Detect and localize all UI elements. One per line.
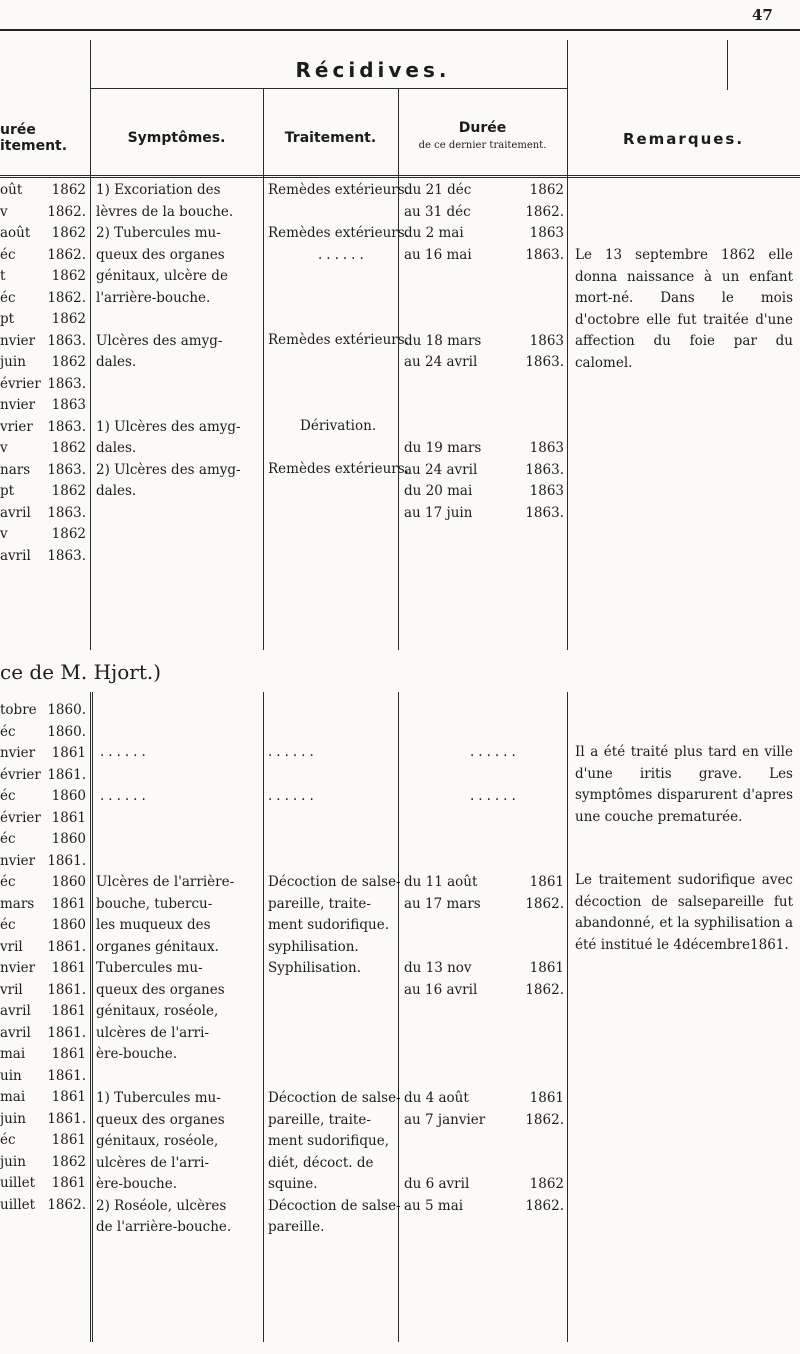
s2-date-row-label: vril [0,938,23,955]
treatment-2: Remèdes extérieurs. [268,225,409,241]
date-row-label: évrier [0,375,41,392]
s2-col-rule-1 [90,692,91,1342]
treatment-5: Dérivation. [300,418,377,434]
date-row-value: 1862 [51,311,86,327]
s2-date-row-value: 1860 [51,788,86,804]
s2-date-row [0,851,86,873]
s2-col-rule-2 [263,692,264,1342]
s2-date-row-label: éc [0,1132,16,1148]
section-title: ce de M. Hjort.) [0,660,162,684]
s2-date-row [0,1195,86,1217]
date-row-value: 1862 [51,182,86,198]
s2-duration-start: du 6 avril [404,1176,470,1192]
duration-year: 1862 [529,182,564,198]
s2-date-row [0,1023,86,1045]
duration-row [404,503,564,525]
date-row [0,352,86,374]
s2-symptom-line: ère-bouche. [96,1046,177,1062]
date-row [0,202,86,224]
s2-date-row-value: 1861 [51,895,86,912]
s2-treatment-line: ment sudorifique. [268,917,389,933]
s2-duration-row [404,1088,564,1110]
date-row-value: 1862. [47,246,86,263]
s2-treatment-line: Syphilisation. [268,960,361,976]
top-rule [0,29,800,31]
s2-duration-start: au 7 janvier [404,1111,486,1128]
header-symptoms: Symptômes. [127,130,226,146]
symptom-line: 1) Excoriation des [96,182,221,198]
date-row-value: 1862. [47,289,86,306]
duration-row [404,481,564,503]
s2-treatment-line: syphilisation. [268,938,359,955]
col-rule-3 [398,88,399,650]
s2-duration-row-label: au 17 mars [404,895,481,912]
s2-treatment-line: ment sudorifique, [268,1133,389,1149]
s2-date-row [0,1044,86,1066]
duration-start: au 24 avril [404,461,478,478]
s2-symptom-line: les muqueux des [96,917,211,933]
date-row-label: nvier [0,397,36,413]
date-row [0,266,86,288]
s2-date-row-value: 1861 [51,1003,86,1019]
duration-start: du 21 déc [404,182,472,198]
spacer [404,266,564,331]
symptom-line: 2) Ulcères des amyg- [96,461,241,478]
s2-symptom-line: queux des organes [96,981,225,998]
s2-date-row-label: juin [0,1110,26,1127]
s2-symptom-line: queux des organes [96,1111,225,1128]
symptom-line: Ulcères des amyg- [96,332,223,349]
s2-date-row [0,1152,86,1174]
date-row [0,503,86,525]
s2-date-row [0,872,86,894]
s2-date-row-value: 1862 [51,1153,86,1170]
s2-col-rule-3 [398,692,399,1342]
s2-date-row-label: mars [0,895,35,912]
duration-start: du 18 mars [404,332,482,349]
s2-date-row-value: 1861. [47,852,86,869]
duration-year: 1863 [529,225,564,241]
symptom-line: dales. [96,440,137,456]
date-row-label: nvier [0,332,36,349]
duration-year: 1862. [525,203,564,220]
s2-duration-c [404,1088,564,1217]
s2-treatment-line: Décoction de salse- [268,874,401,890]
s2-date-row-label: mai [0,1089,26,1105]
date-row [0,374,86,396]
header-rule-2 [0,177,800,178]
s2-duration-year: 1861 [529,1090,564,1106]
date-row-value: 1863. [47,504,86,521]
symptom-line: dales. [96,483,137,499]
s2-date-row-label: uillet [0,1196,36,1213]
s2-date-row-label: évrier [0,809,41,826]
s2-date-row-value: 1861. [47,938,86,955]
duration-start: au 17 juin [404,504,473,521]
symptom-line: lèvres de la bouche. [96,203,234,220]
header-treatment: Traitement. [284,130,377,146]
s2-date-row-label: éc [0,788,16,804]
s2-symptom-line: Tubercules mu- [96,960,203,976]
s2-dots-dur-1: ...... [470,744,520,760]
duration-row [404,180,564,202]
header-rule [0,175,800,176]
s2-dots-trt-2: ...... [268,788,318,804]
s2-date-row-value: 1860. [47,702,86,718]
s2-date-row-value: 1861 [51,1175,86,1191]
s2-treatment-line: pareille, traite- [268,1111,371,1128]
duration-year: 1863. [525,246,564,263]
date-row [0,460,86,482]
s2-date-row-label: nvier [0,852,36,869]
s2-date-row [0,915,86,937]
s2-duration-row-value: 1861 [529,874,564,890]
s2-date-row-label: juin [0,1153,26,1170]
s2-date-row-label: uin [0,1067,22,1084]
s2-date-row-label: vril [0,981,23,998]
s2-date-row-label: éc [0,831,16,847]
date-row-value: 1863 [51,397,86,413]
s2-date-row [0,1130,86,1152]
date-row-label: v [0,440,8,456]
s2-date-row-value: 1861 [51,1046,86,1062]
treatment-6: Remèdes extérieurs. [268,461,409,477]
s2-date-row [0,786,86,808]
table-title: Récidives. [295,58,451,82]
symptoms-column [96,180,260,503]
s2-col-rule-4 [567,692,568,1342]
duration-row [404,223,564,245]
duration-start: au 31 déc [404,203,471,220]
s2-duration-row-value: 1861 [529,960,564,976]
s2-date-row [0,958,86,980]
s2-date-row-label: tobre [0,702,37,718]
s2-date-row-value: 1861 [51,1089,86,1105]
s2-date-row-value: 1860. [47,723,86,740]
s2-symptom-line: bouche, tubercu- [96,895,213,912]
treatment-3: ...... [318,247,368,263]
s2-treatment-a [268,872,401,958]
date-row-label: juin [0,354,26,370]
duration-start: du 19 mars [404,440,482,456]
duration-year: 1863 [529,440,564,456]
date-row-label: pt [0,311,15,327]
s2-date-row-value: 1861. [47,1024,86,1041]
date-row [0,395,86,417]
date-row-label: éc [0,246,16,263]
s2-date-row-value: 1860 [51,874,86,890]
date-row-label: avril [0,504,31,521]
s2-date-row [0,894,86,916]
date-row [0,546,86,568]
s2-date-row-value: 1862. [47,1196,86,1213]
s2-treatment-line: squine. [268,1176,318,1192]
duration-year: 1863. [525,354,564,370]
s2-col-rule-1b [92,692,93,1342]
s2-duration-row-value: 1862. [525,981,564,998]
s2-date-row-label: nvier [0,745,36,761]
s2-duration-a [404,872,564,915]
date-row-value: 1862 [51,225,86,241]
s2-remark-b: Le traitement sudorifique avec décoction de salsepareille fut abandonné, et la syphilisation a été institué le 4décembre1861. [575,872,793,953]
s2-date-row-label: nvier [0,960,36,976]
date-row [0,223,86,245]
header-duration: Durée [458,120,507,136]
date-row-label: vrier [0,418,33,435]
s2-duration-row [404,894,564,916]
title-rule [90,88,567,89]
s2-date-row-label: avril [0,1024,31,1041]
dates-column [0,180,86,567]
s2-date-row-value: 1861 [51,809,86,826]
s2-date-row [0,829,86,851]
date-row [0,288,86,310]
s2-duration-year: 1862 [529,1176,564,1192]
date-row [0,245,86,267]
treatment-1: Remèdes extérieurs. [268,182,409,198]
s2-date-row [0,980,86,1002]
s2-duration-row [404,1196,564,1218]
s2-date-row [0,1087,86,1109]
duration-start: du 20 mai [404,483,473,499]
s2-date-row-value: 1861 [51,960,86,976]
date-row-value: 1863. [47,418,86,435]
duration-year: 1863. [525,504,564,521]
date-row-label: t [0,268,6,284]
s2-duration-year: 1862. [525,1197,564,1214]
s2-date-row-value: 1861. [47,1110,86,1127]
s2-symptom-line: ère-bouche. [96,1176,177,1192]
duration-row [404,331,564,353]
duration-row [404,245,564,267]
s2-treatment-c [268,1088,401,1239]
s2-duration-row-label: du 13 nov [404,960,472,976]
s2-date-row-label: éc [0,723,16,740]
date-row-value: 1862 [51,483,86,499]
date-row [0,524,86,546]
s2-duration-b [404,958,564,1001]
col-rule-2 [263,88,264,650]
date-row-label: nars [0,461,31,478]
s2-duration-row [404,980,564,1002]
s2-date-row [0,765,86,787]
s2-duration-row-value: 1862. [525,895,564,912]
durations-column [404,180,564,524]
s2-symptom-line: organes génitaux. [96,938,219,955]
s2-treatment-line: pareille. [268,1219,325,1235]
s2-date-row-value: 1861. [47,766,86,783]
s2-date-row [0,700,86,722]
date-row-value: 1863. [47,375,86,392]
date-row [0,417,86,439]
date-row-label: éc [0,289,16,306]
date-row [0,438,86,460]
duration-start: au 16 mai [404,246,472,263]
s2-date-row-value: 1861. [47,981,86,998]
s2-symptom-line: génitaux, roséole, [96,1003,219,1019]
date-row-value: 1862 [51,440,86,456]
duration-year: 1863 [529,332,564,349]
s2-date-row [0,1066,86,1088]
s2-date-row-label: uillet [0,1175,36,1191]
s2-date-row-value: 1860 [51,917,86,933]
s2-date-row-label: mai [0,1046,26,1062]
date-row-value: 1862 [51,526,86,542]
duration-start: au 24 avril [404,354,478,370]
s2-treatment-line: Décoction de salse- [268,1090,401,1106]
remark-1: Le 13 septembre 1862 elle donna naissance à un enfant mort-né. Dans le mois d'octobre elle fut traitée d'une affection du foie par du calomel. [575,247,793,371]
page-number: 47 [752,6,773,24]
symptom-line: queux des organes [96,246,225,263]
duration-row [404,438,564,460]
s2-symptom-line: ulcères de l'arri- [96,1024,210,1041]
date-row [0,481,86,503]
s2-date-row-value: 1860 [51,831,86,847]
date-row-label: v [0,526,8,542]
s2-dates-column [0,700,86,1216]
symptom-line: 1) Ulcères des amyg- [96,418,241,435]
s2-duration-start: du 4 août [404,1090,469,1106]
s2-treatment-b [268,958,361,980]
duration-row [404,460,564,482]
duration-row [404,202,564,224]
s2-duration-row-label: au 16 avril [404,981,478,998]
date-row [0,331,86,353]
s2-duration-row [404,1174,564,1196]
spacer [404,1131,564,1174]
s2-dots-dur-2: ...... [470,788,520,804]
date-row-value: 1863. [47,461,86,478]
s2-symptom-line: de l'arrière-bouche. [96,1219,232,1235]
s2-date-row-label: évrier [0,766,41,783]
s2-date-row-value: 1861 [51,745,86,761]
date-row-value: 1862 [51,354,86,370]
s2-dots-sym-2: ...... [100,788,150,804]
symptom-line: 2) Tubercules mu- [96,225,221,241]
s2-duration-row [404,872,564,894]
s2-date-row-value: 1861. [47,1067,86,1084]
date-row-value: 1862. [47,203,86,220]
s2-symptoms-a [96,872,234,958]
s2-symptom-line: Ulcères de l'arrière- [96,874,235,890]
s2-duration-year: 1862. [525,1111,564,1128]
s2-duration-row [404,958,564,980]
duration-start: du 2 mai [404,225,464,241]
date-row-label: v [0,203,8,220]
s2-duration-row-label: du 11 août [404,874,478,890]
symptom-line: génitaux, ulcère de [96,268,228,284]
s2-treatment-line: pareille, traite- [268,895,371,912]
s2-date-row [0,743,86,765]
spacer [404,374,564,439]
date-row-label: oût [0,182,23,198]
symptom-line: l'arrière-bouche. [96,289,211,306]
s2-date-row-label: éc [0,874,16,890]
s2-symptom-line: 2) Roséole, ulcères [96,1197,227,1214]
s2-date-row [0,722,86,744]
date-row-value: 1863. [47,547,86,564]
s2-date-row-label: avril [0,1003,31,1019]
s2-remark-a: Il a été traité plus tard en ville d'une iritis grave. Les symptômes disparurent d'apres une couche prematurée. [575,744,793,825]
s2-duration-start: au 5 mai [404,1197,464,1214]
s2-date-row-value: 1861 [51,1132,86,1148]
s2-date-row [0,1001,86,1023]
s2-date-row [0,937,86,959]
symptom-line: dales. [96,354,137,370]
s2-symptoms-b [96,958,225,1066]
col-rule-5 [727,40,728,90]
s2-date-row-label: éc [0,917,16,933]
s2-treatment-line: Décoction de salse- [268,1197,401,1214]
s2-dots-trt-1: ...... [268,744,318,760]
s2-treatment-line: diét, décoct. de [268,1154,374,1171]
header-duration-sub: de ce dernier traitement. [418,140,547,151]
s2-date-row [0,808,86,830]
date-row-label: avril [0,547,31,564]
date-row [0,180,86,202]
date-row [0,309,86,331]
spacer [96,309,260,331]
s2-dots-sym-1: ...... [100,744,150,760]
spacer [96,374,260,417]
date-row-label: août [0,225,31,241]
header-remarks: Remarques. [622,130,745,148]
s2-symptom-line: 1) Tubercules mu- [96,1090,221,1106]
date-row-value: 1863. [47,332,86,349]
s2-symptom-line: génitaux, roséole, [96,1133,219,1149]
s2-duration-row [404,1110,564,1132]
duration-row [404,352,564,374]
treatment-4: Remèdes extérieurs. [268,332,409,348]
date-row-value: 1862 [51,268,86,284]
date-row-label: pt [0,483,15,499]
header-duration-partial: urée itement. [0,122,68,154]
s2-date-row [0,1109,86,1131]
s2-symptom-line: ulcères de l'arri- [96,1154,210,1171]
duration-year: 1863. [525,461,564,478]
s2-date-row [0,1173,86,1195]
s2-symptoms-c [96,1088,231,1239]
duration-year: 1863 [529,483,564,499]
